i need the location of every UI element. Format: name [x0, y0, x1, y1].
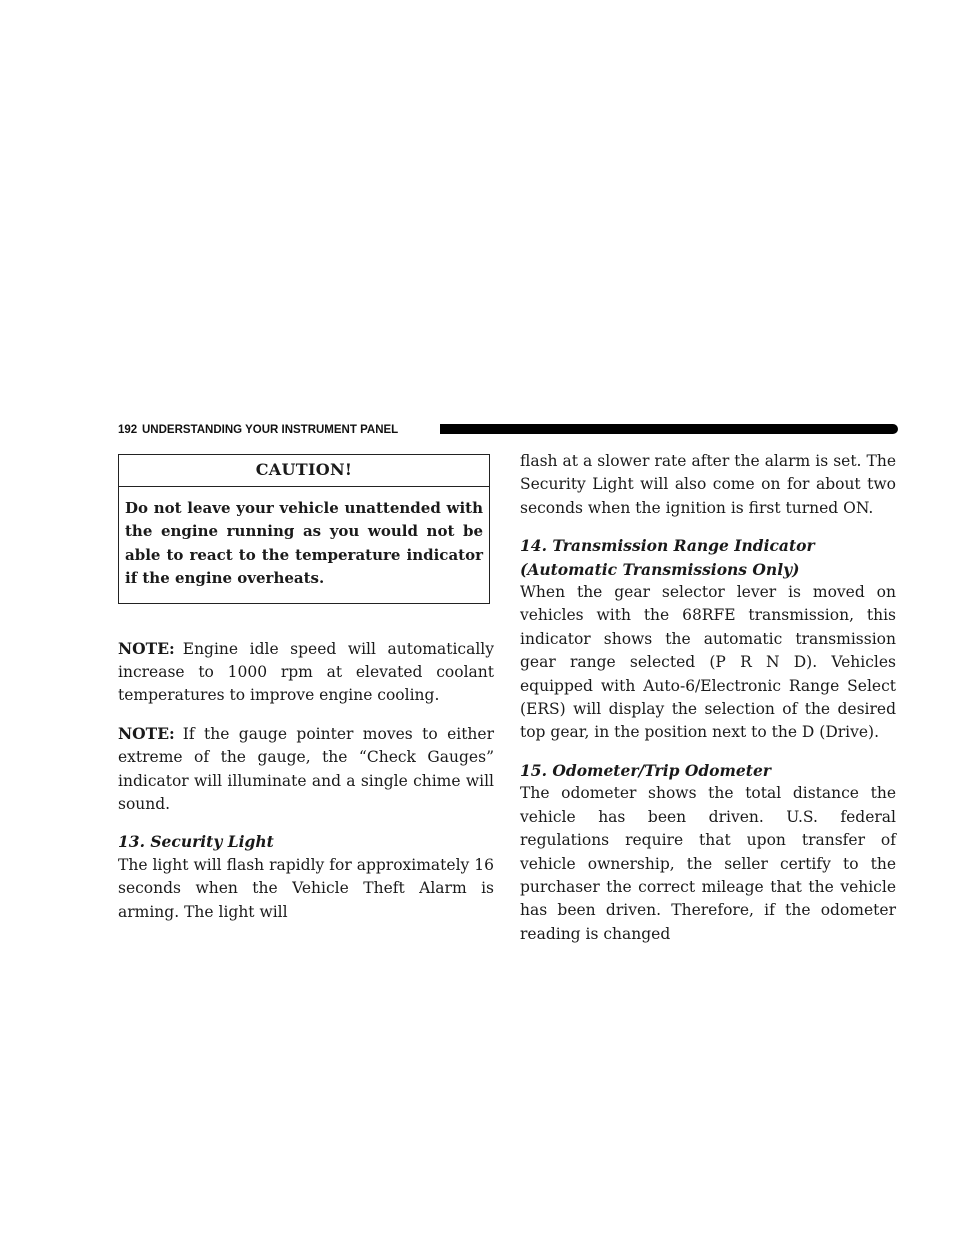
caution-text: Do not leave your vehicle unattended with the engine running as you would not be able to react to the temperature indicator if the engine overheats. [125, 499, 483, 588]
page-header [118, 423, 898, 437]
caution-title: CAUTION! [119, 455, 489, 487]
note-paragraph-gauge-pointer [118, 722, 494, 817]
section-title: UNDERSTANDING YOUR INSTRUMENT PANEL [142, 424, 399, 436]
section-heading-odometer: 15. Odometer/Trip Odometer [520, 760, 771, 780]
caution-box [118, 454, 490, 604]
left-column [118, 454, 494, 924]
security-light-text-continued: flash at a slower rate after the alarm is set. The Security Light will also come on for about two seconds when the ignition is first turned ON. [520, 452, 896, 517]
security-light-text: The light will flash rapidly for approximately 16 seconds when the Vehicle Theft Alarm is arming. The light will [118, 855, 494, 921]
section-heading-transmission-range: 14. Transmission Range Indicator (Automatic Transmissions Only) [520, 536, 815, 579]
right-column [520, 454, 896, 946]
note-text: If the gauge pointer moves to either extreme of the gauge, the “Check Gauges” indicator will illuminate and a single chime will sound. [118, 724, 494, 814]
header-rule-bar [440, 424, 898, 434]
page-number: 192 [118, 424, 138, 436]
section-heading-security-light: 13. Security Light [118, 832, 274, 852]
note-label: NOTE: [118, 638, 175, 658]
odometer-text: The odometer shows the total distance the vehicle has been driven. U.S. federal regulations require that upon transfer of vehicle ownership, the seller certify to the purchaser the correct mileage that the vehicle has been driven. Therefore, if the odometer reading is changed [520, 784, 896, 943]
note-text: Engine idle speed will automatically increase to 1000 rpm at elevated coolant temperatures to improve engine cooling. [118, 639, 494, 705]
transmission-range-text: When the gear selector lever is moved on vehicles with the 68RFE transmission, this indicator shows the automatic transmission gear range selected (P R N D). Vehicles equipped with Auto-6/Electronic Range Select (ERS) will display the selection of the desired top gear, in the position next to the D (Drive). [520, 583, 896, 742]
note-label: NOTE: [118, 723, 175, 743]
note-paragraph-idle-speed [118, 637, 494, 708]
